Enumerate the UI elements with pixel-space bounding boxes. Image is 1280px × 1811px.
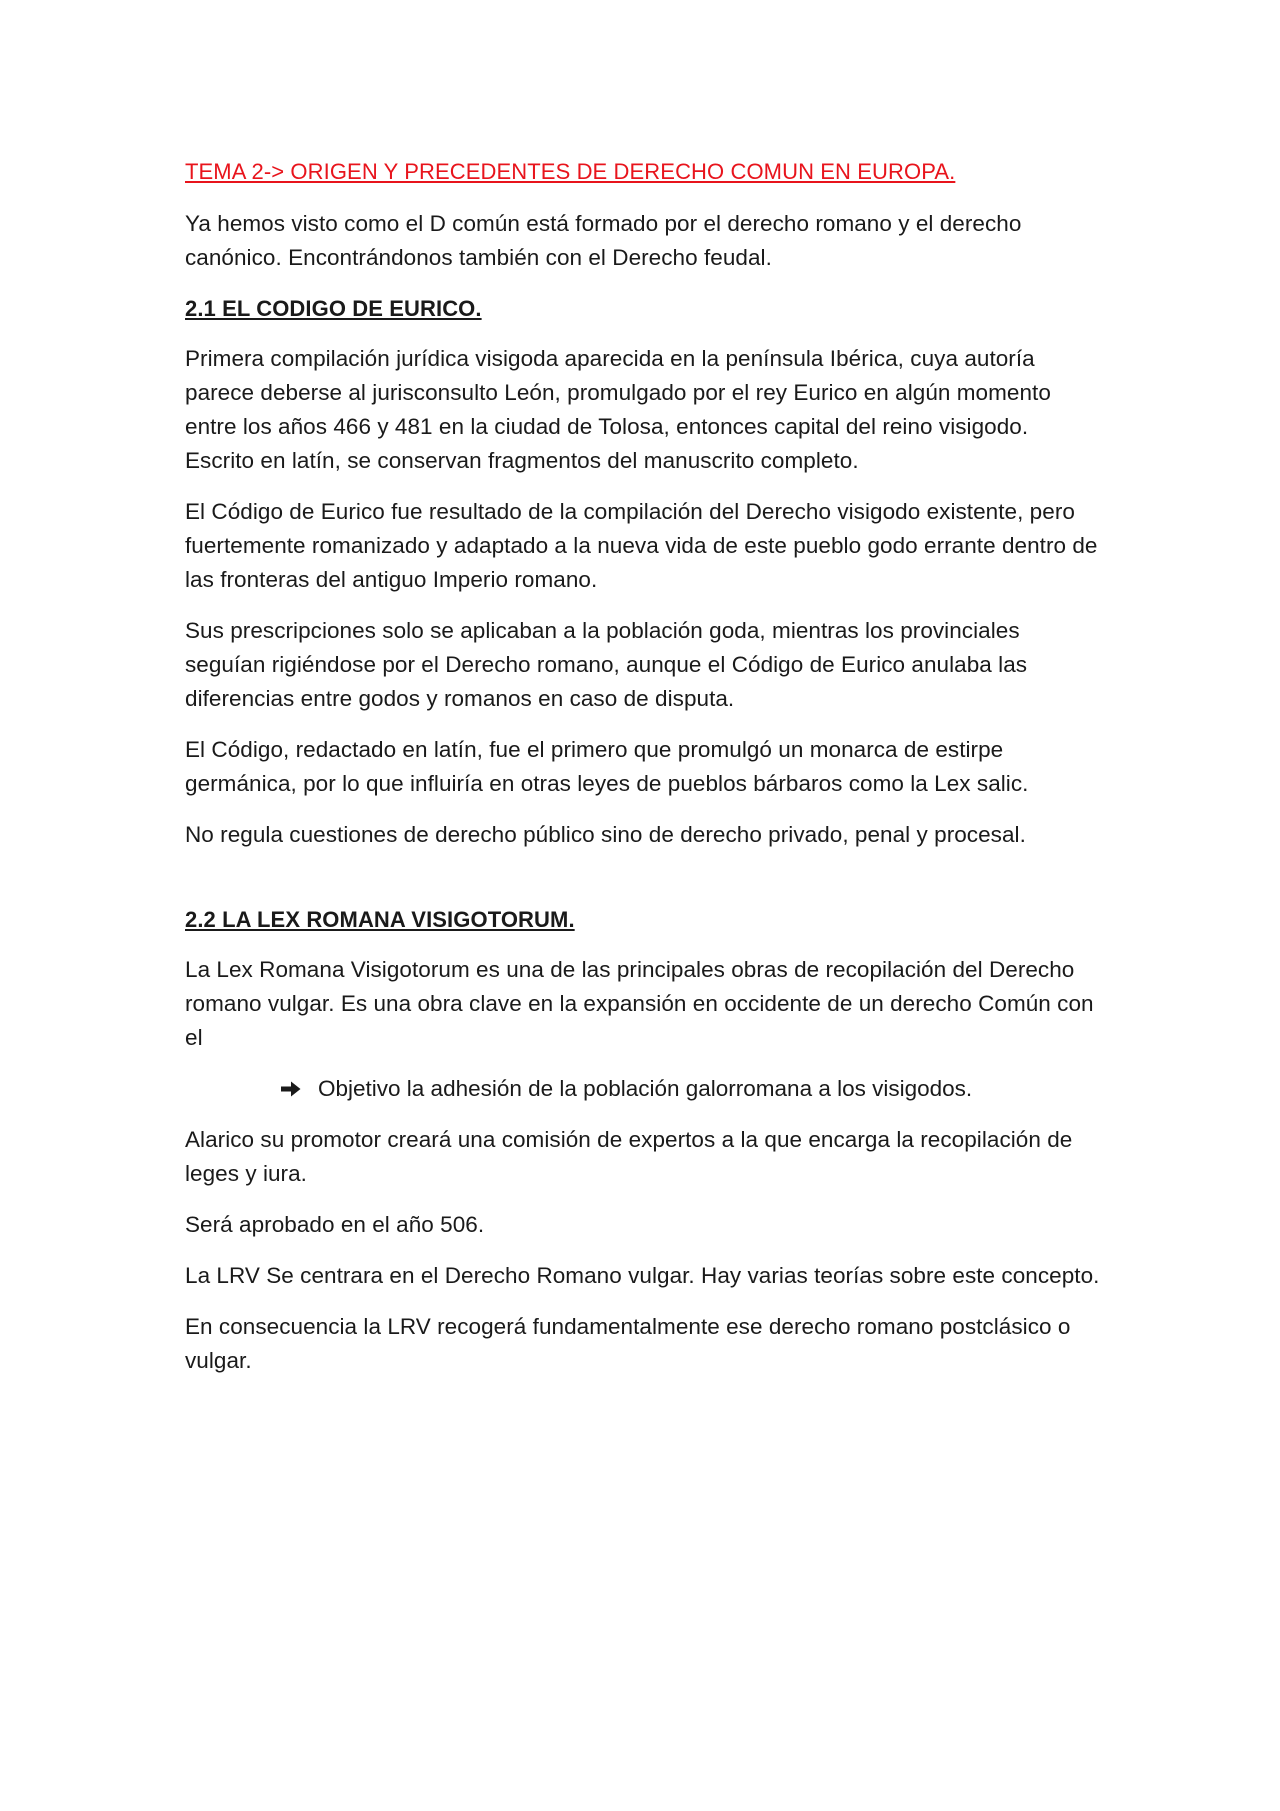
section-heading-lex-romana: 2.2 LA LEX ROMANA VISIGOTORUM.	[185, 907, 575, 932]
paragraph: Será aprobado en el año 506.	[185, 1212, 485, 1237]
paragraph: Sus prescripciones solo se aplicaban a la población goda, mientras los provinciales seguían rigiéndose por el Derecho romano, aunque el Código de Eurico anulaba las diferencias entre godos y romanos en caso de disputa.	[185, 618, 1028, 711]
document-title: TEMA 2-> ORIGEN Y PRECEDENTES DE DERECHO COMUN EN EUROPA.	[185, 159, 956, 184]
intro-paragraph: Ya hemos visto como el D común está formado por el derecho romano y el derecho canónico. Encontrándonos también con el Derecho feudal.	[185, 211, 1022, 270]
paragraph: En consecuencia la LRV recogerá fundamentalmente ese derecho romano postclásico o vulgar.	[185, 1314, 1071, 1373]
paragraph: La Lex Romana Visigotorum es una de las principales obras de recopilación del Derecho romano vulgar. Es una obra clave en la expansión en occidente de un derecho Común con el	[185, 957, 1094, 1050]
paragraph: Alarico su promotor creará una comisión de expertos a la que encarga la recopilación de leges y iura.	[185, 1127, 1073, 1186]
paragraph: El Código de Eurico fue resultado de la compilación del Derecho visigodo existente, pero fuertemente romanizado y adaptado a la nueva vida de este pueblo godo errante dentro de las fronteras del antiguo Imperio romano.	[185, 499, 1098, 592]
bullet-item	[280, 1072, 1100, 1106]
arrow-right-icon	[280, 1072, 318, 1106]
bullet-text: Objetivo la adhesión de la población galorromana a los visigodos.	[318, 1076, 973, 1101]
paragraph: El Código, redactado en latín, fue el primero que promulgó un monarca de estirpe germánica, por lo que influiría en otras leyes de pueblos bárbaros como la Lex salic.	[185, 737, 1029, 796]
blank-line	[185, 869, 1100, 903]
paragraph: No regula cuestiones de derecho público sino de derecho privado, penal y procesal.	[185, 822, 1026, 847]
section-heading-codigo-eurico: 2.1 EL CODIGO DE EURICO.	[185, 296, 482, 321]
paragraph: La LRV Se centrara en el Derecho Romano vulgar. Hay varias teorías sobre este concepto.	[185, 1263, 1100, 1288]
paragraph: Primera compilación jurídica visigoda aparecida en la península Ibérica, cuya autoría parece deberse al jurisconsulto León, promulgado por el rey Eurico en algún momento entre los años 466 y 481 en la ciudad de Tolosa, entonces capital del reino visigodo. Escrito en latín, se conservan fragmentos del manuscrito completo.	[185, 346, 1051, 473]
